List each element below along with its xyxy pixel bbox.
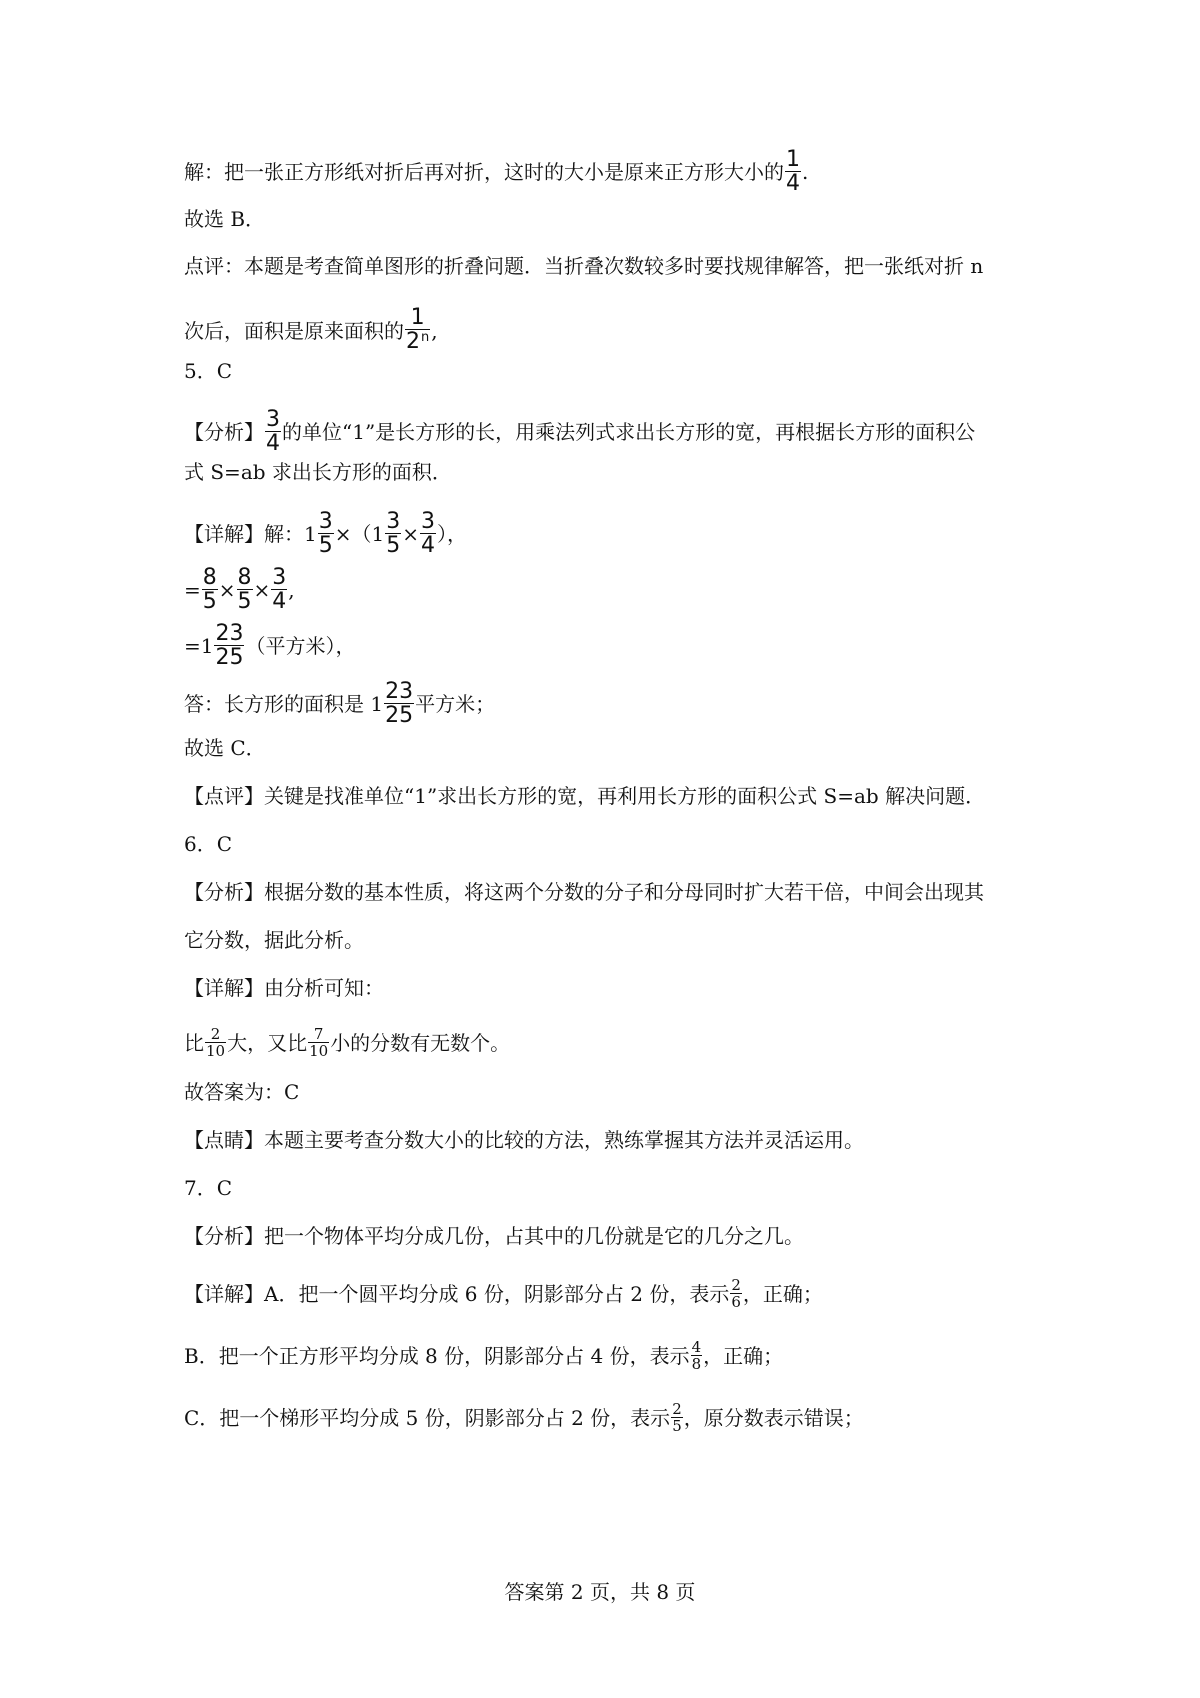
fraction: 1 2$^n$ (406, 305, 430, 354)
fraction: 3 4 (420, 509, 435, 558)
fraction: 8 5 (237, 565, 252, 614)
analysis-line-continued: 它分数，据此分析。 (184, 928, 364, 952)
calculation-line: = 8 5 × 8 5 × 3 4 , (184, 565, 295, 614)
comment-line-continued: 次后，面积是原来面积的 1 2$^n$ , (184, 305, 438, 354)
fraction: 3 5 (318, 509, 333, 558)
fraction: 2 6 (731, 1276, 741, 1311)
fraction: 2 5 (672, 1400, 682, 1435)
fraction: 7 10 (309, 1025, 329, 1060)
answer-choice-line: 故选 C． (184, 736, 266, 760)
fraction: 23 25 (215, 621, 244, 670)
answer-choice-line: 故选 B． (184, 207, 266, 231)
fraction: 3 4 (272, 565, 287, 614)
comment-line: 【点睛】本题主要考查分数大小的比较的方法，熟练掌握其方法并灵活运用。 (184, 1128, 864, 1152)
detail-line: 【详解】A．把一个圆平均分成 6 份，阴影部分占 2 份，表示 2 6 ，正确； (184, 1276, 823, 1311)
page-footer: 答案第 2 页，共 8 页 (504, 1580, 696, 1604)
fraction: 23 25 (385, 679, 414, 728)
comment-line: 点评：本题是考查简单图形的折叠问题．当折叠次数较多时要找规律解答，把一张纸对折 n (184, 254, 984, 278)
solution-line: 解：把一张正方形纸对折后再对折，这时的大小是原来正方形大小的 1 4 . (184, 147, 809, 196)
answer-line: 故答案为：C (184, 1080, 300, 1104)
detail-line: B．把一个正方形平均分成 8 份，阴影部分占 4 份，表示 4 8 ，正确； (184, 1338, 784, 1373)
comment-line: 【点评】关键是找准单位“1”求出长方形的宽，再利用长方形的面积公式 S=ab 解决问题． (184, 784, 986, 808)
analysis-line-continued: 式 S=ab 求出长方形的面积． (184, 460, 452, 484)
fraction: 3 5 (386, 509, 401, 558)
detail-fraction-line: 比 2 10 大，又比 7 10 小的分数有无数个。 (184, 1025, 511, 1060)
answer-line: 答：长方形的面积是 1 23 25 平方米； (184, 679, 496, 728)
analysis-line: 【分析】 3 4 的单位“1”是长方形的长，用乘法列式求出长方形的宽，再根据长方形的面积公 (184, 407, 976, 456)
detail-line: 【详解】由分析可知： (184, 976, 384, 1000)
analysis-line: 【分析】把一个物体平均分成几份，占其中的几份就是它的几分之几。 (184, 1224, 804, 1248)
question-number: 5．C (184, 359, 233, 383)
fraction: 1 4 (786, 147, 800, 196)
detail-line: 【详解】解：1 3 5 ×（1 3 5 × 3 4 ）， (184, 509, 467, 558)
calculation-result-line: =1 23 25 （平方米）， (184, 621, 356, 670)
question-number: 7．C (184, 1176, 233, 1200)
fraction: 8 5 (202, 565, 217, 614)
fraction: 2 10 (206, 1025, 226, 1060)
detail-line: C．把一个梯形平均分成 5 份，阴影部分占 2 份，表示 2 5 ，原分数表示错误； (184, 1400, 864, 1435)
analysis-line: 【分析】根据分数的基本性质，将这两个分数的分子和分母同时扩大若干倍，中间会出现其 (184, 880, 984, 904)
question-number: 6．C (184, 832, 233, 856)
fraction: 4 8 (691, 1338, 702, 1373)
fraction: 3 4 (266, 407, 280, 456)
